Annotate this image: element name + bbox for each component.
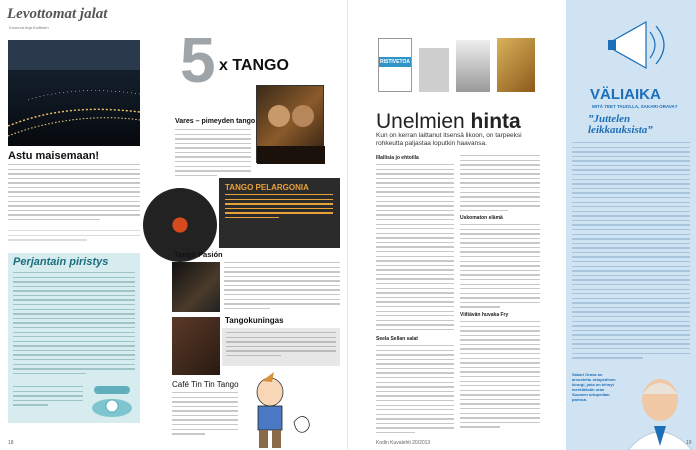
- tangokuningas-box: [222, 328, 340, 366]
- tango-pelargonia-body: [225, 194, 333, 234]
- tango-pasion-body: [224, 262, 340, 312]
- book-cover-ristivetoa: [378, 38, 412, 92]
- valiaika-quote: ”Juttelen leikkauksista”: [588, 113, 653, 136]
- column-body-intro: [460, 155, 540, 213]
- headline-normal: Unelmien: [376, 110, 471, 133]
- lead-credit-text: [8, 230, 140, 248]
- sakari-orava-portrait: [620, 366, 696, 450]
- vares-faces-image: [257, 86, 325, 164]
- column-body-2b: [376, 345, 454, 433]
- right-page-footer: Kodin Kuvalehti 20/2013: [376, 440, 431, 446]
- column-body-2: [460, 224, 540, 308]
- column-heading-2: Uskomaton elämä: [460, 215, 503, 221]
- column-body-3: [460, 321, 540, 433]
- book-cover-figure: [456, 40, 490, 92]
- book-cover-stephen-fry: [497, 38, 535, 92]
- sidebar-body-text: [13, 272, 135, 382]
- headline-bold: hinta: [470, 110, 521, 133]
- tango-pasion-heading: Tango Pasión: [174, 250, 223, 259]
- valiaika-caption: Sakari Orava on arvostettu ortopedinen kirurgi, joka on tehnyt merkittävän uran Suomen ortopedian parissa.: [572, 372, 616, 402]
- right-page-number: 19: [686, 440, 692, 446]
- magazine-title: Levottomat jalat: [7, 6, 108, 22]
- tango-pasion-photo: [172, 262, 220, 312]
- lead-heading: Astu maisemaan!: [8, 150, 100, 162]
- road-lights-photo: [8, 40, 140, 146]
- article-headline: [376, 110, 521, 134]
- column-heading-3: Viiltävän huvaka Fry: [460, 312, 509, 318]
- valiaika-subtitle: MITÄ TEET TAUOLLA, SAKARI ORAVA?: [592, 104, 678, 109]
- article-subheading: Kun on kerran laittanut itsensä likoon, on tarpeeksi rohkeutta paljastaa loputkin haavansa.: [376, 132, 522, 147]
- vares-dvd-cover: [256, 85, 324, 163]
- column-body-1: [376, 164, 454, 332]
- megaphone-icon: [606, 10, 674, 80]
- vares-heading-text: Vares – pimeyden tango: [175, 118, 256, 125]
- tintin-illustration: [228, 372, 318, 450]
- tangokuningas-heading: Tangokuningas: [225, 316, 284, 325]
- five-numeral: 5: [180, 24, 216, 96]
- road-lights-illustration: [8, 40, 140, 146]
- retro-phone-icon: [88, 382, 136, 418]
- book-cover-portrait: [419, 48, 449, 92]
- column-heading-2b: Seela Sellan salat: [376, 336, 418, 342]
- tango-heading: x TANGO: [219, 57, 289, 74]
- sidebar-caption-text: [13, 386, 83, 420]
- vares-body-text: [175, 129, 251, 177]
- vares-heading: [175, 118, 255, 125]
- left-page-number: 18: [8, 440, 14, 446]
- sidebar-heading: Perjantain piristys: [13, 256, 109, 268]
- lead-body-text: [8, 164, 140, 226]
- valiaika-body: [572, 142, 690, 362]
- tangokuningas-photo: [172, 317, 220, 375]
- valiaika-title: VÄLIAIKA: [590, 86, 661, 103]
- tangokuningas-body: [226, 332, 336, 364]
- cafe-heading: Café Tin Tin Tango: [172, 380, 239, 389]
- magazine-subtitle: Koonnut Arja Kuittinen: [9, 25, 49, 30]
- column-heading-1: Illallisia jo ehtoilla: [376, 155, 419, 161]
- book-cover-title: RISTIVETOA: [380, 59, 410, 65]
- tango-pelargonia-heading: TANGO PELARGONIA: [225, 183, 309, 192]
